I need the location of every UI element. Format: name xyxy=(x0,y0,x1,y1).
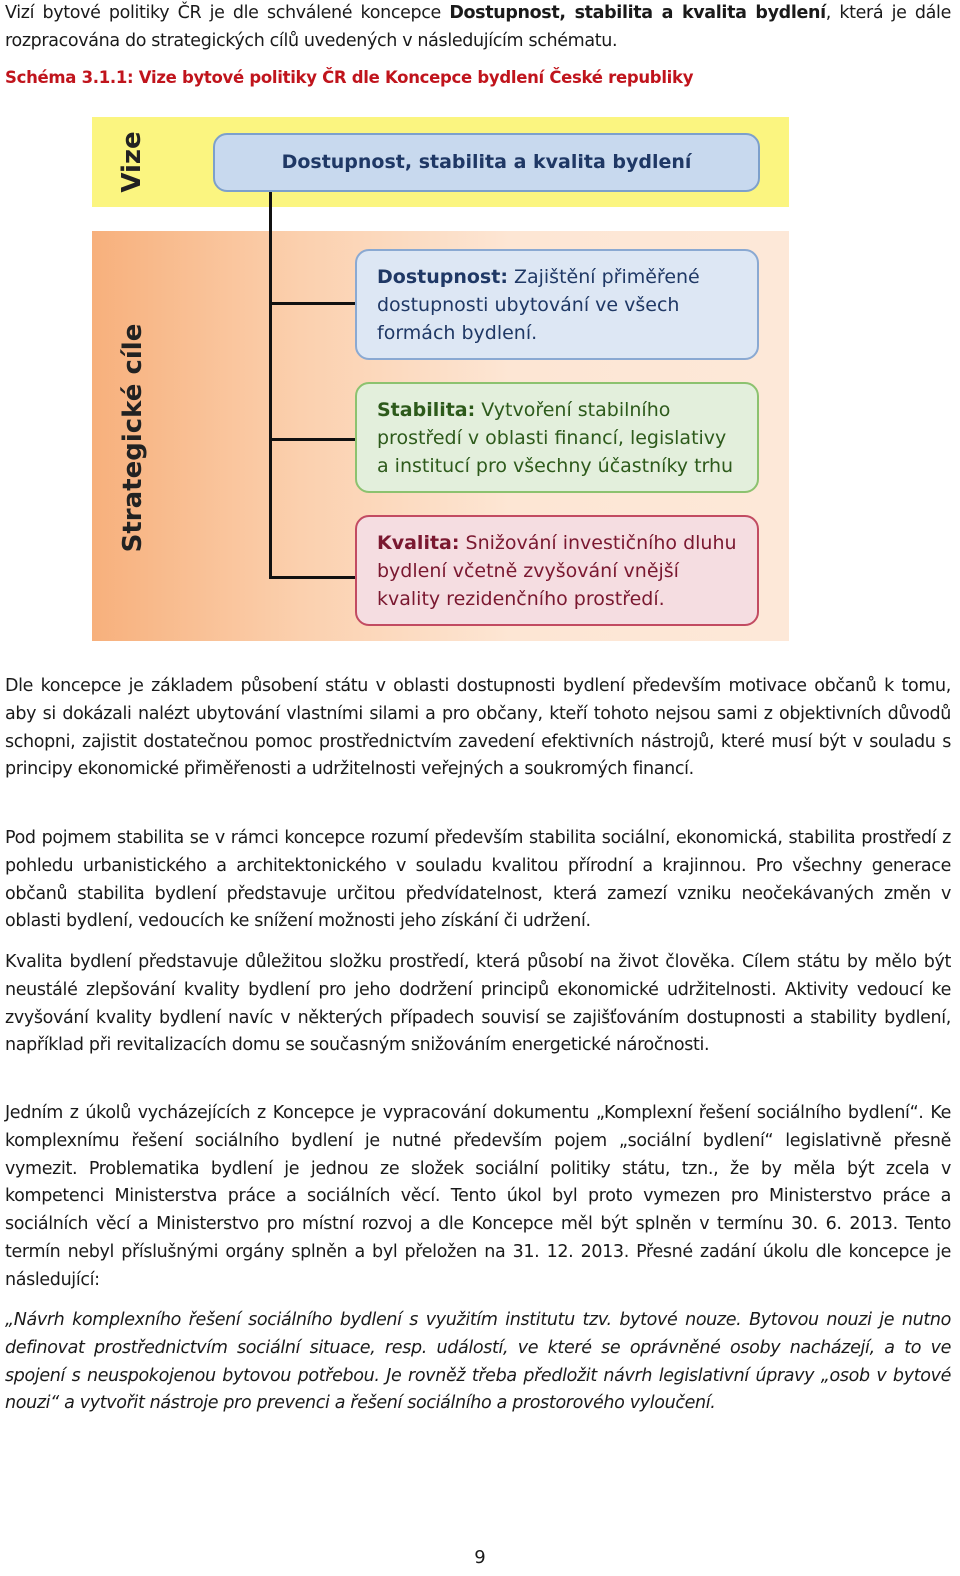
goal-text: Vytvoření stabilního prostředí v oblasti financí, legislativy a institucí pro všechny účastníky trhu xyxy=(377,399,734,477)
connector-stabilita xyxy=(269,438,355,441)
connector-dostupnost xyxy=(269,302,355,305)
quote-paragraph xyxy=(5,1307,951,1418)
intro-text: Vizí bytové politiky ČR je dle schválené koncepce xyxy=(5,3,450,23)
strategic-goals-label: Strategické cíle xyxy=(118,323,148,553)
vize-label: Vize xyxy=(117,131,147,193)
goal-title: Stabilita: xyxy=(377,399,476,421)
goal-text: Snižování investičního dluhu bydlení včetně zvyšování vnější kvality rezidenčního prostředí. xyxy=(377,532,737,610)
page-number: 9 xyxy=(474,1547,486,1568)
intro-paragraph xyxy=(5,0,951,56)
goal-stabilita xyxy=(355,382,759,493)
goal-title: Kvalita: xyxy=(377,532,460,554)
paragraph-socialni-bydleni: Jedním z úkolů vycházejících z Koncepce je vypracování dokumentu „Komplexní řešení sociálního bydlení“. Ke komplexnímu řešení sociálního bydlení je nutné především pojem „sociální bydlení“ legislativně přesně vymezit. Problematika bydlení je jednou ze složek sociální politiky státu, tzn., že by měla být zcela v kompetenci Ministerstva práce a sociálních věcí. Tento úkol byl proto vymezen pro Ministerstvo práce a sociálních věcí a Ministerstvo pro místní rozvoj a dle Koncepce měl být splněn v termínu 30. 6. 2013. Tento termín nebyl příslušnými orgány splněn a byl přeložen na 31. 12. 2013. Přesné zadání úkolu dle koncepce je následující: xyxy=(5,1103,951,1290)
paragraph-dostupnost: Dle koncepce je základem působení státu v oblasti dostupnosti bydlení především motivace občanů k tomu, aby si dokázali nalézt ubytování vlastními silami a pro občany, kteří tohoto nejsou sami z objektivních důvodů schopni, zajistit dostatečnou pomoc prostřednictvím zavedení efektivních nástrojů, které musí být v souladu s principy ekonomické přiměřenosti a udržitelnosti veřejných a soukromých financí. xyxy=(5,676,951,780)
diagram-caption: Schéma 3.1.1: Vize bytové politiky ČR dle Koncepce bydlení České republiky xyxy=(5,68,694,87)
goal-dostupnost xyxy=(355,249,759,360)
connector-vertical xyxy=(269,192,272,579)
intro-bold: Dostupnost, stabilita a kvalita bydlení xyxy=(449,3,826,23)
quote-text: „Návrh komplexního řešení sociálního bydlení s využitím institutu tzv. bytové nouze. Bytovou nouzi je nutno definovat prostřednictvím sociální situace, resp. událostí, ve které se oprávněné osoby nacházejí, a to ve spojení s neuspokojenou bytovou potřebou. Je rovněž třeba předložit návrh legislativní úpravy „osob v bytové nouzi“ a vytvořit nástroje pro prevenci a řešení sociálního a prostorového vyloučení. xyxy=(5,1310,951,1414)
paragraph-kvalita: Kvalita bydlení představuje důležitou složku prostředí, která působí na život člověka. Cílem státu by mělo být neustálé zlepšování kvality bydlení pro jeho dodržení principů ekonomické udržitelnosti. Aktivity vedoucí ke zvyšování kvality bydlení navíc v některých případech souvisí se zajišťováním dostupnosti a stability bydlení, například při revitalizacích domu se současným snižováním energetické náročnosti. xyxy=(5,952,951,1056)
goal-kvalita xyxy=(355,515,759,626)
paragraph-stabilita: Pod pojmem stabilita se v rámci koncepce rozumí především stabilita sociální, ekonomická, stabilita prostředí z pohledu urbanistického a architektonického v souladu kvalitou přírodní a krajinnou. Pro všechny generace občanů stabilita bydlení představuje určitou předvídatelnost, která zamezí vzniku neočekávaných změn v oblasti bydlení, vedoucích ke snížení možnosti jeho získání či udržení. xyxy=(5,828,951,932)
goal-title: Dostupnost: xyxy=(377,266,508,288)
vision-box: Dostupnost, stabilita a kvalita bydlení xyxy=(213,133,760,192)
goal-text: Zajištění přiměřené dostupnosti ubytování ve všech formách bydlení. xyxy=(377,266,700,344)
connector-kvalita xyxy=(269,576,355,579)
intro-text-end: , která je dále rozpracována do strategických cílů uvedených v následujícím schématu. xyxy=(5,3,951,51)
